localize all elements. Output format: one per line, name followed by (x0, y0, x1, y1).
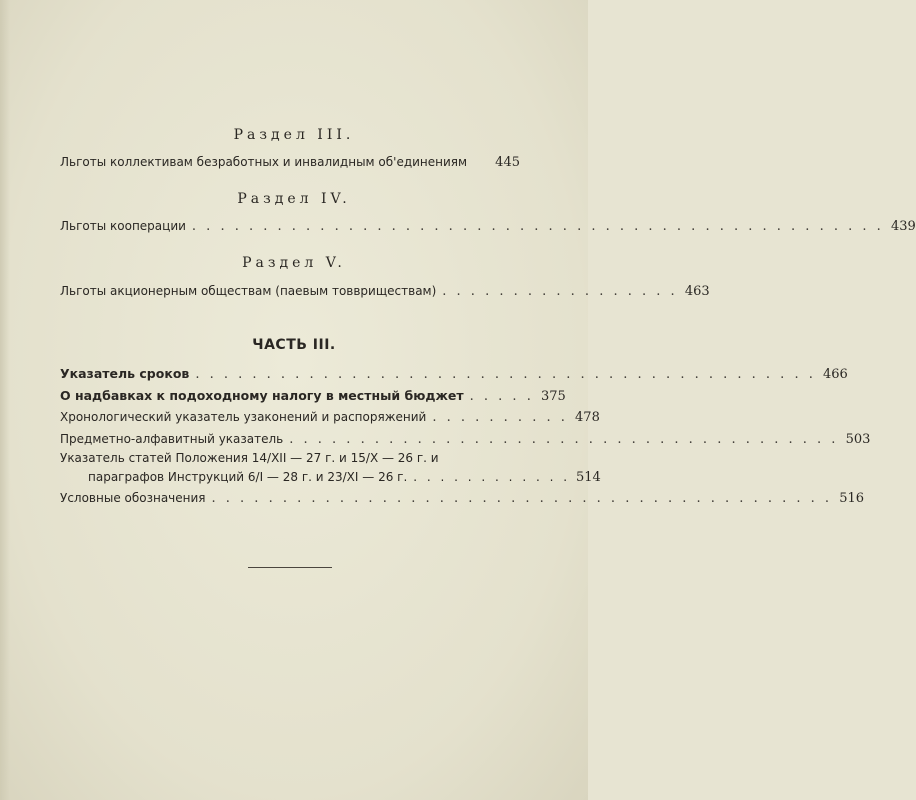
toc-entry-subject-index (60, 432, 871, 450)
toc-entry-cooperation (60, 219, 916, 237)
end-rule (248, 567, 332, 568)
dot-leader: . . . . . . . . . . . . (413, 470, 571, 484)
toc-entry-text: Указатель сроков (60, 366, 190, 381)
toc-entry-page: 503 (845, 432, 871, 447)
toc-entry-text: Предметно-алфавитный указатель (60, 432, 284, 446)
toc-entry-income-tax-surcharge (60, 388, 566, 406)
section-heading-4: Раздел IV. (237, 191, 351, 207)
toc-entry-deadlines-index (60, 366, 848, 384)
toc-entry-text-continued: параграфов Инструкций 6/I — 28 г. и 23/XI — 26 г. (88, 470, 408, 484)
toc-entry-text: Льготы кооперации (60, 219, 186, 233)
toc-entry-page: 516 (839, 491, 865, 506)
toc-entry-text: Условные обозначения (60, 491, 206, 505)
page-edge-shadow (0, 0, 10, 800)
toc-entry-page: 478 (575, 410, 600, 425)
toc-entry-text: Хронологический указатель узаконений и распоряжений (60, 410, 427, 424)
toc-entry-page: 514 (576, 470, 601, 485)
dot-leader: . . . . . . . . . . (432, 410, 568, 425)
dot-leader: . . . . . . . . . . . . . . . . . . . . . . . . . . . . . . . . . . . . . . . . . . . . (195, 367, 816, 382)
toc-entry-chronological-index (60, 410, 600, 428)
toc-entry-page: 375 (541, 389, 566, 404)
toc-entry-legend (60, 491, 865, 509)
toc-entry-text: Указатель статей Положения 14/XII — 27 г. и 15/X — 26 г. и (60, 451, 439, 465)
toc-entry-articles-index-line1 (60, 451, 520, 469)
toc-entry-text: Льготы коллективам безработных и инвалидным об'единениям (60, 155, 468, 169)
toc-entry-text: Льготы акционерным обществам (паевым товвриществам) (60, 284, 437, 298)
toc-entry-page: 463 (684, 284, 710, 299)
part-title: ЧАСТЬ III. (252, 337, 336, 353)
toc-entry-articles-index-line2 (88, 470, 601, 488)
toc-entry-page: 445 (495, 155, 520, 170)
toc-entry-text: О надбавках к подоходному налогу в местный бюджет (60, 388, 464, 403)
section-heading-3: Раздел III. (233, 127, 355, 143)
toc-entry-page: 466 (823, 367, 848, 382)
dot-leader: . . . . . (469, 389, 534, 404)
toc-entry-page: 439 (890, 219, 916, 234)
toc-entry-joint-stock (60, 284, 710, 302)
dot-leader: . . . . . . . . . . . . . . . . . (442, 284, 678, 299)
section-heading-5: Раздел V. (242, 255, 346, 271)
dot-leader: . . . . . . . . . . . . . . . . . . . . . . . . . . . . . . . . . . . . . . . . . . . . (211, 491, 833, 506)
dot-leader: . . . . . . . . . . . . . . . . . . . . . . . . . . . . . . . . . . . . . . . (289, 432, 839, 447)
toc-entry-cooperatives-unemployed (60, 155, 520, 173)
dot-leader: . . . . . . . . . . . . . . . . . . . . . . . . . . . . . . . . . . . . . . . . . . . . . . . . . (191, 219, 884, 234)
